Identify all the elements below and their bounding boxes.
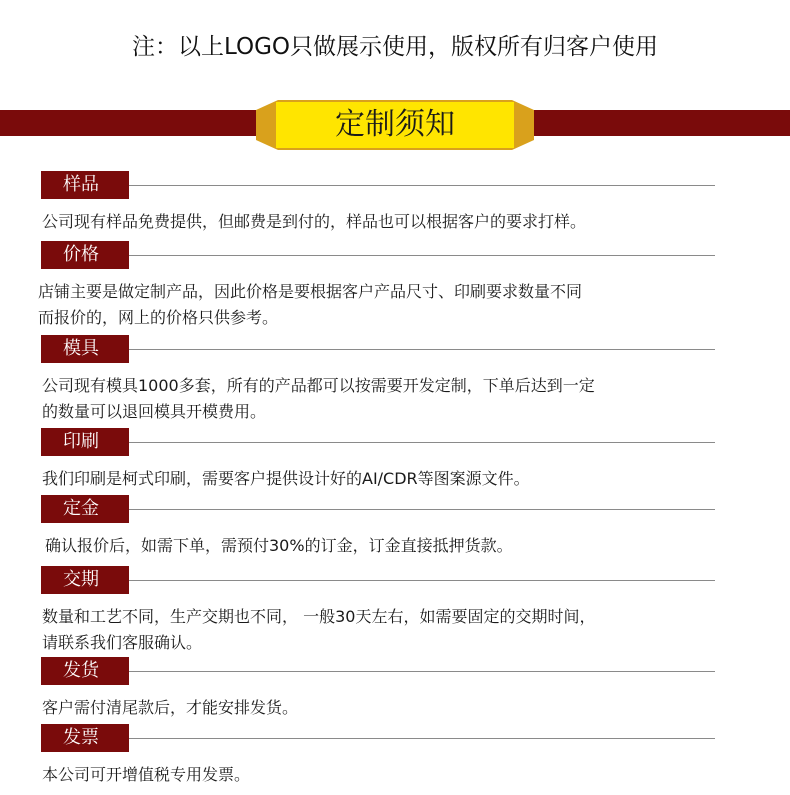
banner-title-box [256,100,534,150]
section-body [42,695,722,721]
section-body [38,279,718,331]
section-tag: 发票 [41,724,129,752]
logo-usage-notice: 注：以上LOGO只做展示使用，版权所有归客户使用 [131,34,659,60]
section-tag: 定金 [41,495,129,523]
section-line: 本公司可开增值税专用发票。 [42,765,251,784]
section-tag: 印刷 [41,428,129,456]
section-divider [129,255,715,256]
section-divider [129,442,715,443]
section-tag: 模具 [41,335,129,363]
section-tag: 交期 [41,566,129,594]
section-line: 数量和工艺不同，生产交期也不同， 一般30天左右，如需要固定的交期时间， [42,607,596,626]
section-line: 公司现有样品免费提供，但邮费是到付的，样品也可以根据客户的要求打样。 [42,212,587,231]
section-line: 请联系我们客服确认。 [42,633,203,652]
section-tag: 样品 [41,171,129,199]
section-line: 公司现有模具1000多套，所有的产品都可以按需要开发定制，下单后达到一定 [42,376,595,395]
section-line: 的数量可以退回模具开模费用。 [42,402,267,421]
section-line: 确认报价后，如需下单，需预付30%的订金，订金直接抵押货款。 [45,536,513,555]
section-tag: 价格 [41,241,129,269]
section-line: 我们印刷是柯式印刷，需要客户提供设计好的AI/CDR等图案源文件。 [42,469,530,488]
section-body [45,533,725,559]
section-line: 客户需付清尾款后，才能安排发货。 [42,698,299,717]
section-divider [129,509,715,510]
section-divider [129,349,715,350]
section-divider [129,738,715,739]
section-tag: 发货 [41,657,129,685]
section-line: 店铺主要是做定制产品，因此价格是要根据客户产品尺寸、印刷要求数量不同 [38,282,583,301]
section-body [42,604,722,656]
section-divider [129,580,715,581]
section-divider [129,185,715,186]
section-body [42,373,722,425]
section-body [42,762,722,788]
banner-title: 定制须知 [335,107,455,142]
section-body [42,466,722,492]
section-divider [129,671,715,672]
section-body [42,209,722,235]
section-line: 而报价的，网上的价格只供参考。 [38,308,279,327]
